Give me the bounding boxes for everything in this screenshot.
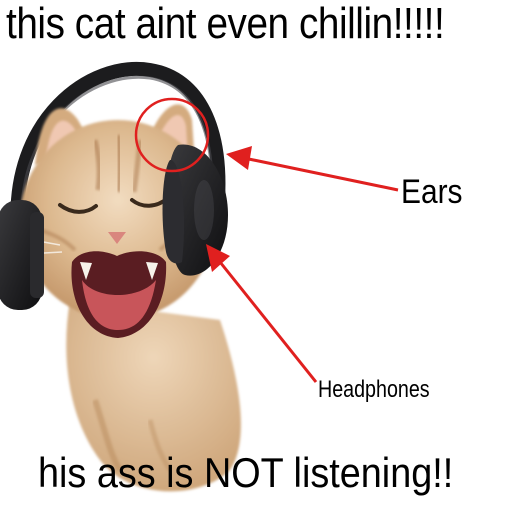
bottom-caption: his ass is NOT listening!! [38,449,454,496]
top-caption: this cat aint even chillin!!!!! [6,0,445,48]
headphones-label: Headphones [318,376,430,403]
red-arrow-icon [226,146,398,190]
headphone-left-cup [0,200,44,310]
ears-label: Ears [401,173,463,211]
